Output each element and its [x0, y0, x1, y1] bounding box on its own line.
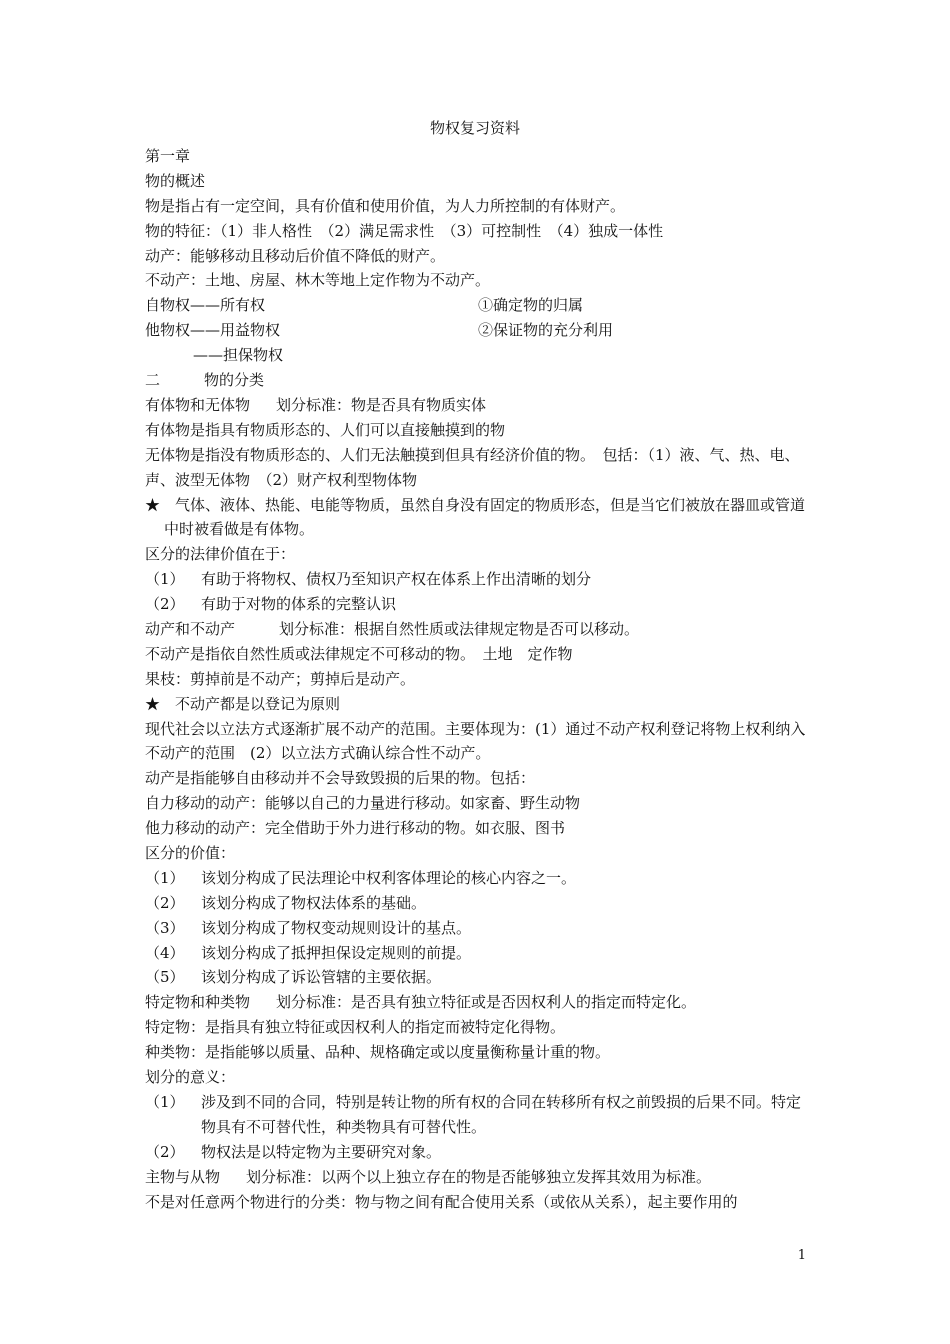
two-column-row — [145, 318, 810, 343]
star-note: ★ 不动产都是以登记为原则 — [145, 694, 341, 713]
star-note: ★ 气体、液体、热能、电能等物质，虽然自身没有固定的物质形态，但是当它们被放在器皿或管道中时被看做是有体物。 — [145, 495, 806, 539]
list-item: （4） 该划分构成了抵押担保设定规则的前提。 — [145, 943, 472, 962]
paragraph: 有体物是指具有物质形态的、人们可以直接触摸到的物 — [145, 420, 506, 439]
list-item: （3） 该划分构成了物权变动规则设计的基点。 — [145, 918, 472, 937]
paragraph: 区分的法律价值在于： — [145, 545, 296, 564]
paragraph: 特定物和种类物 划分标准：是否具有独立特征或是否因权利人的指定而特定化。 — [145, 993, 697, 1012]
list-item: （2） 该划分构成了物权法体系的基础。 — [145, 893, 427, 912]
paragraph: 果枝：剪掉前是不动产；剪掉后是动产。 — [145, 669, 416, 688]
section-heading — [145, 368, 810, 393]
paragraph: ——担保物权 — [193, 346, 284, 365]
paragraph: 动产：能够移动且移动后价值不降低的财产。 — [145, 246, 446, 265]
paragraph: 主物与从物 划分标准：以两个以上独立存在的物是否能够独立发挥其效用为标准。 — [145, 1167, 712, 1186]
paragraph: 物是指占有一定空间，具有价值和使用价值，为人力所控制的有体财产。 — [145, 196, 626, 215]
page-title: 物权复习资料 — [429, 119, 520, 137]
section-number: 二 — [145, 371, 161, 390]
two-column-row — [145, 293, 810, 318]
paragraph: 区分的价值： — [145, 844, 236, 863]
paragraph: 动产和不动产 划分标准：根据自然性质或法律规定物是否可以移动。 — [145, 619, 640, 638]
paragraph: 他力移动的动产：完全借助于外力进行移动的物。如衣服、图书 — [145, 819, 566, 838]
list-item: （5） 该划分构成了诉讼管辖的主要依据。 — [145, 968, 442, 987]
row-left: 自物权——所有权 — [145, 296, 266, 315]
paragraph: 动产是指能够自由移动并不会导致毁损的后果的物。包括： — [145, 769, 536, 788]
paragraph: 不动产是指依自然性质或法律规定不可移动的物。 土地 定作物 — [145, 644, 573, 663]
list-item: （1） 该划分构成了民法理论中权利客体理论的核心内容之一。 — [145, 868, 577, 887]
paragraph: 划分的意义： — [145, 1068, 236, 1087]
list-item: （2） 物权法是以特定物为主要研究对象。 — [145, 1142, 442, 1161]
row-right: ①确定物的归属 — [478, 296, 584, 315]
paragraph: 自力移动的动产：能够以自己的力量进行移动。如家畜、野生动物 — [145, 794, 581, 813]
chapter-heading: 第一章 — [145, 147, 191, 165]
section-heading: 物的概述 — [145, 171, 206, 190]
document-body — [145, 144, 810, 1214]
row-left: 他物权——用益物权 — [145, 321, 281, 340]
list-item: （2） 有助于对物的体系的完整认识 — [145, 595, 397, 614]
paragraph: 有体物和无体物 划分标准：物是否具有物质实体 — [145, 395, 487, 414]
paragraph: 不是对任意两个物进行的分类：物与物之间有配合使用关系（或依从关系），起主要作用的 — [145, 1192, 738, 1211]
row-right: ②保证物的充分利用 — [478, 321, 614, 340]
paragraph: 现代社会以立法方式逐渐扩展不动产的范围。主要体现为：(1）通过不动产权利登记将物上权利纳入不动产的范围 (2）以立法方式确认综合性不动产。 — [145, 719, 806, 763]
paragraph: 不动产：土地、房屋、林木等地上定作物为不动产。 — [145, 271, 491, 290]
paragraph: 种类物：是指能够以质量、品种、规格确定或以度量衡称量计重的物。 — [145, 1043, 611, 1062]
list-item: （1） 涉及到不同的合同，特别是转让物的所有权的合同在转移所有权之前毁损的后果不同。特定物具有不可替代性，种类物具有可替代性。 — [145, 1092, 802, 1136]
section-title: 物的分类 — [204, 371, 265, 390]
paragraph: 物的特征：（1）非人格性 （2）满足需求性 （3）可控制性 （4）独成一体性 — [145, 221, 664, 240]
list-item: （1） 有助于将物权、债权乃至知识产权在体系上作出清晰的划分 — [145, 570, 592, 589]
paragraph: 无体物是指没有物质形态的、人们无法触摸到但具有经济价值的物。 包括：（1）液、气、热、电、声、波型无体物 （2）财产权利型物体物 — [145, 445, 800, 489]
paragraph: 特定物：是指具有独立特征或因权利人的指定而被特定化得物。 — [145, 1018, 566, 1037]
page-number: 1 — [797, 1248, 806, 1263]
